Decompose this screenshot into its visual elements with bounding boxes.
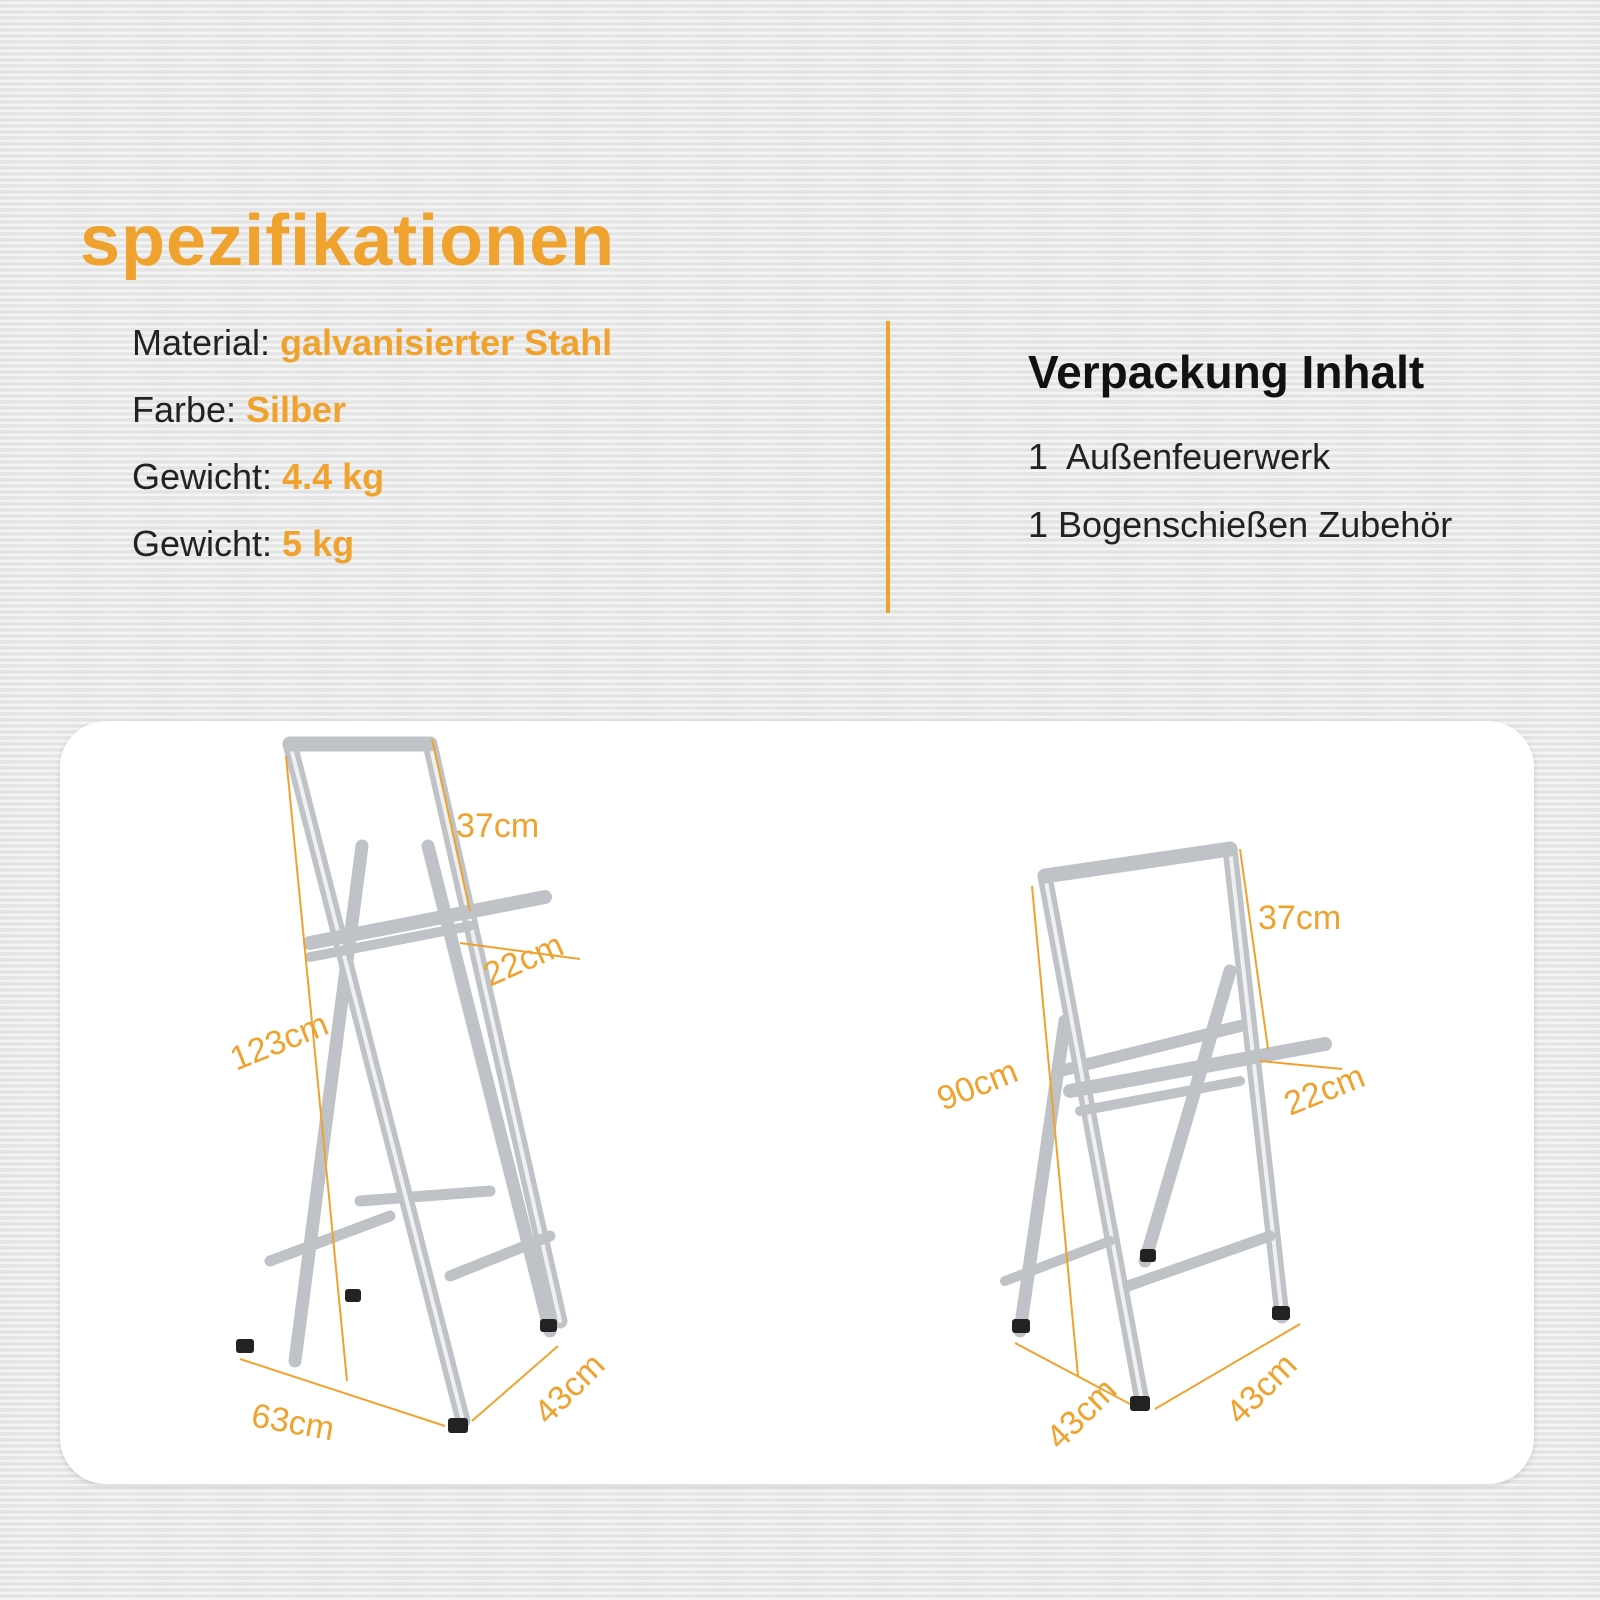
vertical-divider <box>886 321 890 613</box>
package-item-text: Bogenschießen Zubehör <box>1058 504 1453 545</box>
package-item-qty: 1 <box>1028 436 1049 477</box>
page-title: spezifikationen <box>80 201 616 281</box>
spec-label: Gewicht: <box>132 523 283 564</box>
dim-depth-right: 43cm <box>1218 1345 1305 1432</box>
dimension-drawing <box>60 721 1534 1484</box>
dim-depth-left: 43cm <box>1038 1370 1125 1457</box>
spec-color <box>132 389 612 456</box>
spec-list <box>132 322 612 590</box>
product-dimension-panel <box>60 721 1534 1484</box>
spec-material <box>132 322 612 389</box>
dim-top-width: 37cm <box>456 807 540 845</box>
dim-base-width: 63cm <box>248 1396 338 1449</box>
package-item-text: Außenfeuerwerk <box>1066 436 1331 477</box>
dim-depth: 43cm <box>526 1345 613 1432</box>
dim-arm-short: 22cm <box>1278 1057 1371 1124</box>
spec-value: Silber <box>246 389 347 430</box>
package-list <box>1028 436 1452 572</box>
spec-value: 5 kg <box>282 523 355 564</box>
spec-weight-2 <box>132 523 612 590</box>
spec-value: 4.4 kg <box>282 456 385 497</box>
package-item <box>1028 504 1452 572</box>
spec-weight <box>132 456 612 523</box>
spec-label: Farbe: <box>132 389 247 430</box>
dim-top-width-short: 37cm <box>1258 899 1342 937</box>
package-item-qty: 1 <box>1028 504 1049 545</box>
spec-label: Material: <box>132 322 281 363</box>
dim-arm: 22cm <box>477 925 570 995</box>
spec-label: Gewicht: <box>132 456 283 497</box>
spec-value: galvanisierter Stahl <box>280 322 613 363</box>
dim-height-short: 90cm <box>931 1052 1024 1119</box>
package-item <box>1028 436 1452 504</box>
dim-height: 123cm <box>224 1004 334 1079</box>
package-title: Verpackung Inhalt <box>1028 346 1425 398</box>
